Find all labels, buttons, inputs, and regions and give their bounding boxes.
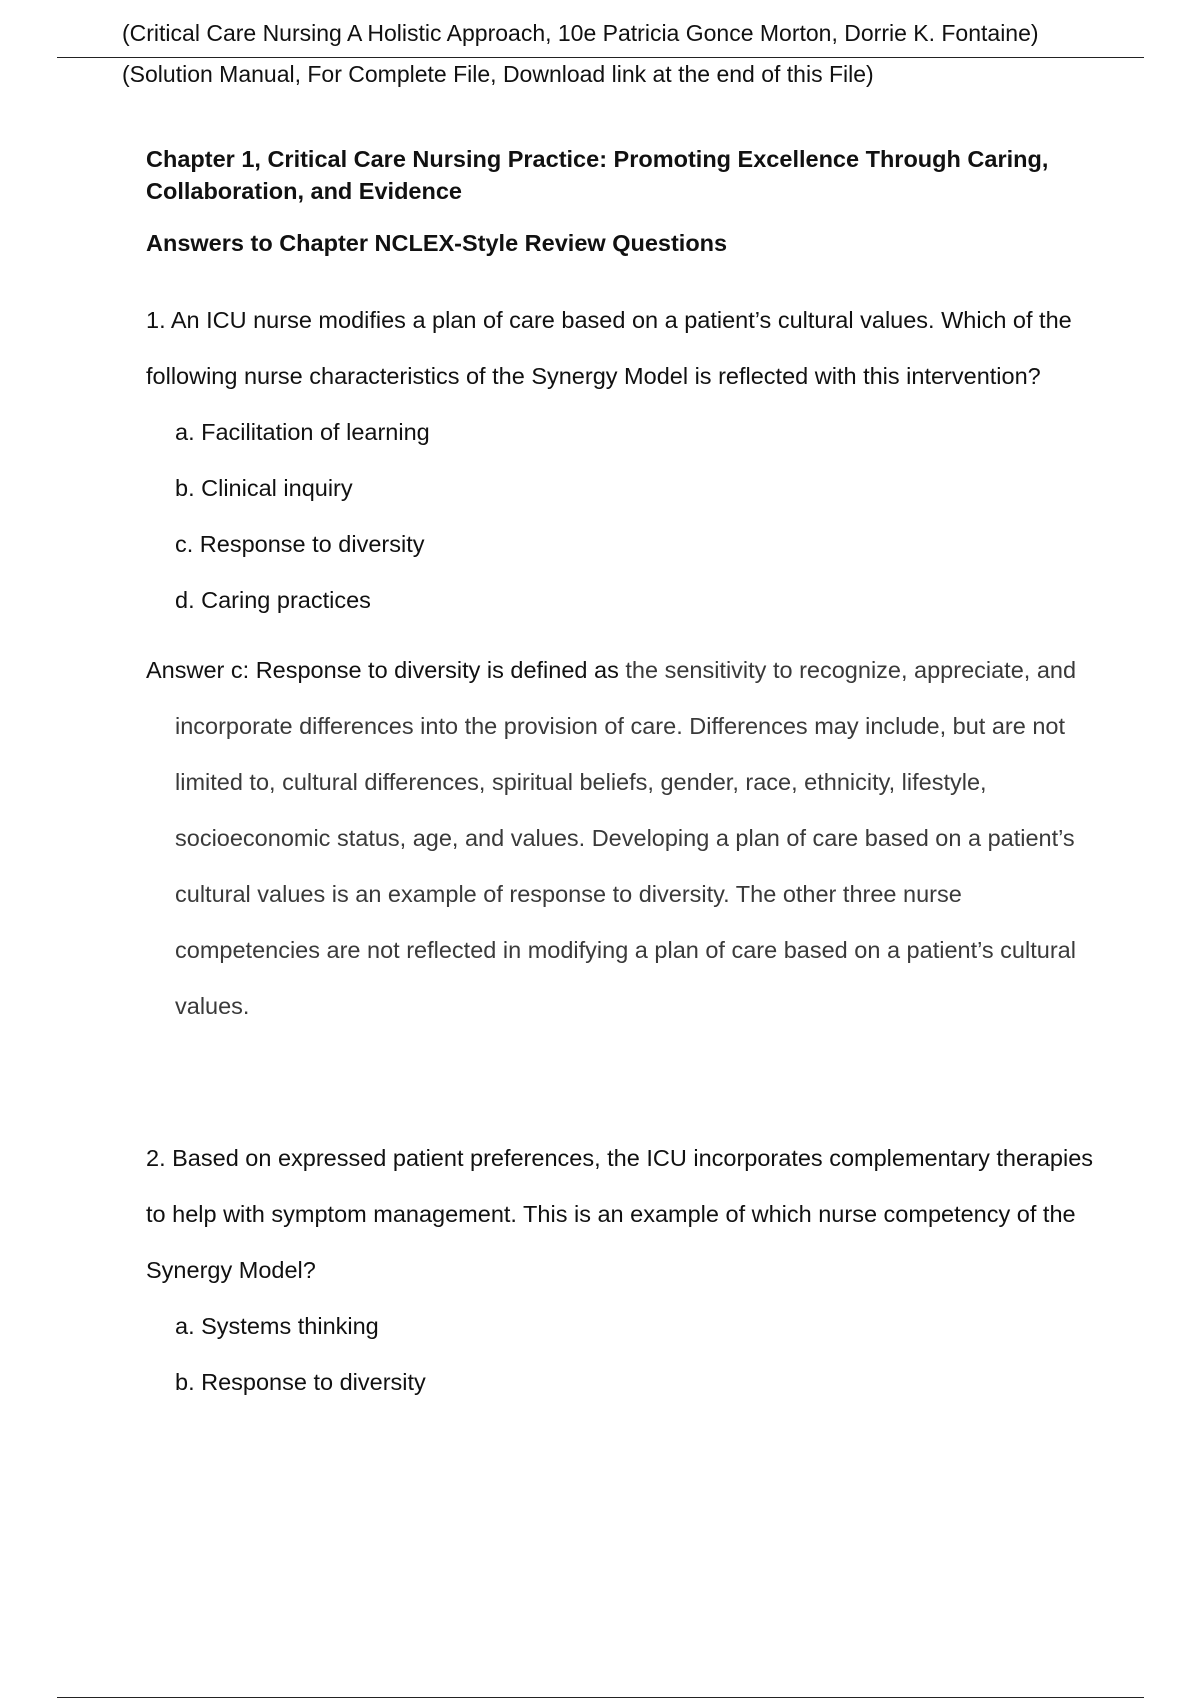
header-subtitle: (Solution Manual, For Complete File, Download link at the end of this File) <box>122 61 874 87</box>
answer-rationale <box>146 642 1106 1034</box>
page-header <box>0 0 1200 120</box>
question-text: 1. An ICU nurse modifies a plan of care based on a patient’s cultural values. Which of the following nurse characteristics of the Synergy Model is reflected with this intervention? <box>146 307 1072 389</box>
header-title: (Critical Care Nursing A Holistic Approach, 10e Patricia Gonce Morton, Dorrie K. Fontaine) <box>122 20 1039 46</box>
option-a: a. Systems thinking <box>175 1313 379 1339</box>
header-divider <box>57 57 1144 58</box>
option-c: c. Response to diversity <box>175 531 425 557</box>
answer-body: the sensitivity to recognize, appreciate, and incorporate differences into the provision of care. Differences may include, but are not limited to, cultural differences, spiritual beliefs, gender, race, ethnicity, lifestyle, socioeconomic status, age, and values. Developing a plan of care based on a patient’s cultural values is an example of response to diversity. The other three nurse competencies are not reflected in modifying a plan of care based on a patient’s cultural values. <box>175 657 1077 1019</box>
answer-options <box>146 1298 1106 1410</box>
answer-options <box>146 404 1106 628</box>
chapter-title: Chapter 1, Critical Care Nursing Practice: Promoting Excellence Through Caring, Collaboration, and Evidence <box>146 146 1049 204</box>
question-block-2 <box>146 1130 1106 1410</box>
footer-divider <box>57 1697 1144 1698</box>
document-body <box>146 143 1106 1410</box>
option-b: b. Response to diversity <box>175 1369 426 1395</box>
option-b: b. Clinical inquiry <box>175 475 353 501</box>
option-d: d. Caring practices <box>175 587 371 613</box>
section-heading: Answers to Chapter NCLEX-Style Review Questions <box>146 230 728 256</box>
answer-lead: Answer c: Response to diversity is defined as <box>146 657 619 683</box>
option-a: a. Facilitation of learning <box>175 419 430 445</box>
question-block-1 <box>146 292 1106 1034</box>
question-text: 2. Based on expressed patient preferences, the ICU incorporates complementary therapies to help with symptom management. This is an example of which nurse competency of the Synergy Model? <box>146 1145 1094 1283</box>
